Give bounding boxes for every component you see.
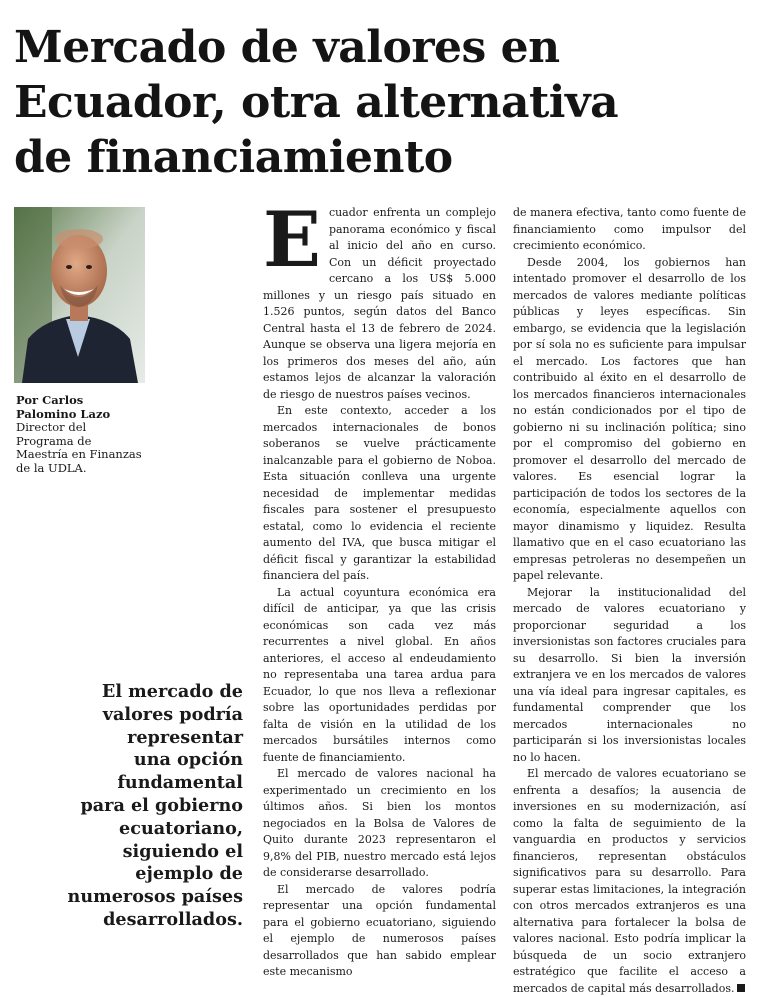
body-column-1 — [263, 195, 496, 981]
paragraph-1-text: cuador enfrenta un complejo panorama económico y fiscal al inicio del año en curso. Con un déficit proyectado cercano a los US$ 5.000 millones y un riesgo país situado en 1.526 puntos, según datos del Banco Central hasta el 13 de febrero de 2024. Aunque se observa una ligera mejoría en los primeros dos meses del año, aún estamos lejos de alcanzar la valoración de riesgo de nuestros países vecinos. — [263, 206, 496, 401]
headline-line-1: Mercado de valores en — [14, 22, 560, 73]
paragraph-1 — [263, 195, 496, 403]
author-portrait-image — [14, 207, 145, 383]
paragraph-4: El mercado de valores nacional ha experimentado un crecimiento en los últimos años. Si bien los montos negociados en la Bolsa de Valores de Quito durante 2023 representaron el 9,8% del PIB, nuestro mercado está lejos de considerarse desarrollado. — [263, 767, 496, 879]
headline — [14, 20, 754, 185]
end-of-article-mark — [737, 984, 745, 992]
paragraph-2: En este contexto, acceder a los mercados internacionales de bonos soberanos se vuelve prácticamente inalcanzable para el gobierno de Noboa. Esta situación conlleva una urgente necesidad de implementar medidas fiscales para sostener el presupuesto estatal, como lo evidencia el reciente aumento del IVA, que busca mitigar el déficit fiscal y garantizar la estabilidad financiera del país. — [263, 404, 496, 582]
author-photo — [14, 207, 145, 383]
author-byline — [16, 394, 166, 475]
paragraph-7: Desde 2004, los gobiernos han intentado promover el desarrollo de los mercados de valores mediante políticas públicas y leyes específicas. Sin embargo, se evidencia que la legislación por sí sola no es suficiente para impulsar el mercado. Los factores que han contribuido al éxito en el desarrollo de los mercados financieros internacionales no están condicionados por el tipo de gobierno ni su inclinación política; sino por el compromiso del gobierno en promover el desarrollo del mercado de valores. Es esencial lograr la participación de todos los sectores de la economía, especialmente aquellos con mayor dinamismo y liquidez. Resulta llamativo que en el caso ecuatoriano las empresas petroleras no desempeñen un papel relevante. — [513, 255, 746, 582]
headline-line-2: Ecuador, otra alternativa — [14, 77, 619, 128]
pull-quote: El mercado de valores podría representar una opción fundamental para el gobierno ecuatoriano, siguiendo el ejemplo de numerosos países desarrollados. — [67, 681, 243, 930]
author-role: Director del Programa de Maestría en Finanzas de la UDLA. — [16, 420, 142, 475]
paragraph-3: La actual coyuntura económica era difícil de anticipar, ya que las crisis económicas son cada vez más recurrentes a nivel global. En años anteriores, el acceso al endeudamiento no representaba una tarea ardua para Ecuador, lo que nos lleva a reflexionar sobre las oportunidades perdidas por falta de visión en la utilidad de los mercados bursátiles internos como fuente de financiamiento. — [263, 585, 496, 764]
paragraph-5: El mercado de valores podría representar una opción fundamental para el gobierno ecuatoriano, siguiendo el ejemplo de numerosos países desarrollados que han sabido emplear este mecanismo — [263, 882, 496, 978]
body-column-2 — [513, 205, 746, 997]
drop-cap: E — [263, 195, 321, 284]
paragraph-6: de manera efectiva, tanto como fuente de financiamiento como impulsor del crecimiento económico. — [513, 206, 746, 252]
paragraph-9 — [513, 766, 746, 997]
paragraph-8: Mejorar la institucionalidad del mercado de valores ecuatoriano y proporcionar seguridad a los inversionistas son factores cruciales para su desarrollo. Si bien la inversión extranjera ve en los mercados de valores una vía ideal para ingresar capitales, es fundamental comprender que los mercados internacionales no participarán si los inversionistas locales no lo hacen. — [513, 585, 746, 764]
paragraph-9-text: El mercado de valores ecuatoriano se enfrenta a desafíos; la ausencia de inversiones en su modernización, así como la falta de seguimiento de la vanguardia en productos y servicios financieros, representan obstáculos significativos para su desarrollo. Para superar estas limitaciones, la integración con otros mercados extranjeros es una alternativa para fortalecer la bolsa de valores nacional. Esto podría implicar la búsqueda de un socio extranjero estratégico que facilite el acceso a mercados de capital más desarrollados. — [513, 767, 746, 995]
author-name: Por Carlos Palomino Lazo — [16, 393, 111, 421]
headline-line-3: de financiamiento — [14, 132, 453, 183]
